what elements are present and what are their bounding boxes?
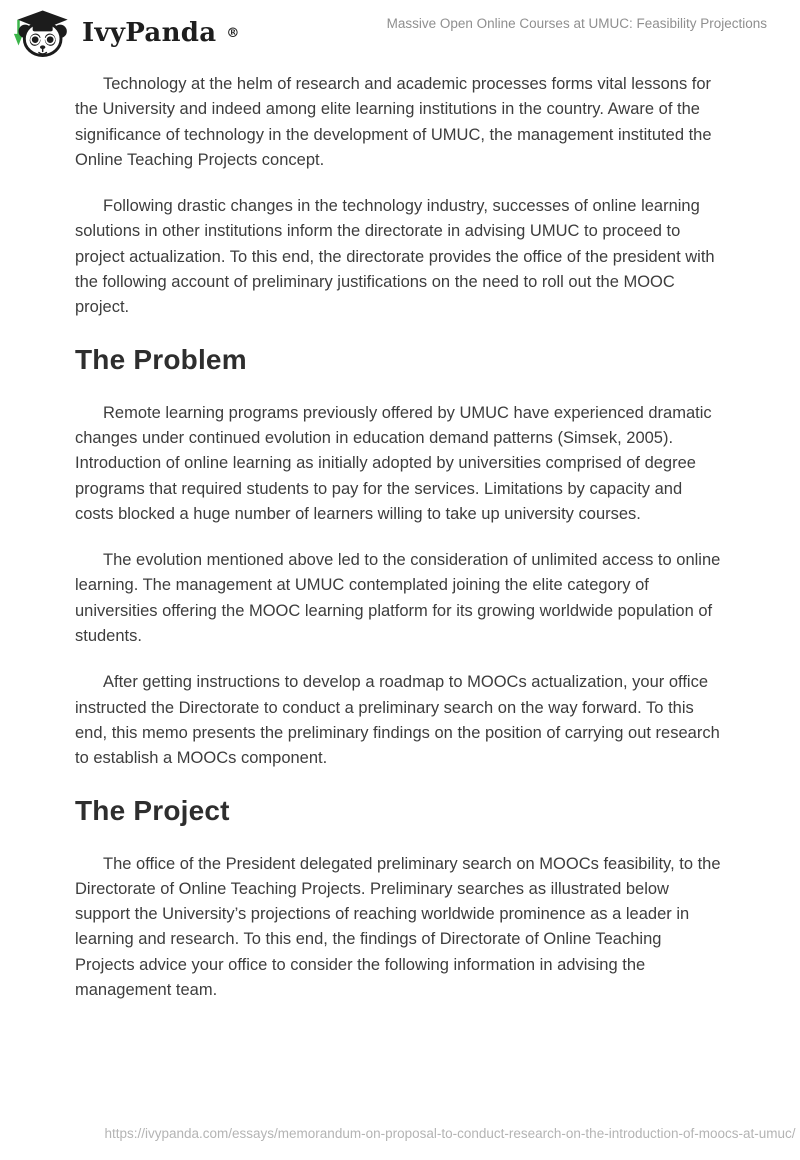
source-url[interactable]: https://ivypanda.com/essays/memorandum-on-proposal-to-conduct-research-on-the-introduction-of-moocs-at-umuc/ (104, 1126, 796, 1141)
brand-name: IvyPanda (82, 18, 217, 48)
paragraph-problem-2: The evolution mentioned above led to the consideration of unlimited access to online learning. The management at UMUC contemplated joining the elite category of universities offering the MOOC learning platform for its growing worldwide population of students. (75, 551, 721, 646)
panda-graduation-cap-icon (10, 8, 72, 58)
paragraph-intro-2: Following drastic changes in the technology industry, successes of online learning solutions in other institutions inform the directorate in advising UMUC to proceed to project actualization. To this end, the directorate provides the office of the president with the following account of preliminary justifications on the need to roll out the MOOC project. (75, 197, 715, 317)
paragraph-intro-1: Technology at the helm of research and academic processes forms vital lessons for the University and indeed among elite learning institutions in the country. Aware of the significance of technology in the development of UMUC, the management instituted the Online Teaching Projects concept. (75, 75, 712, 169)
section-heading-the-problem: The Problem (75, 343, 247, 375)
essay-body (0, 64, 800, 1003)
document-title: Massive Open Online Courses at UMUC: Feasibility Projections (386, 16, 767, 31)
paragraph-problem-1: Remote learning programs previously offered by UMUC have experienced dramatic changes under continued evolution in education demand patterns (Simsek, 2005). Introduction of online learning as initially adopted by universities comprised of degree programs that required students to pay for the services. Limitations by capacity and costs blocked a huge number of learners willing to take up university courses. (75, 403, 712, 523)
registered-trademark-symbol: ® (226, 25, 240, 41)
paragraph-project-1: The office of the President delegated preliminary search on MOOCs feasibility, to the Directorate of Online Teaching Projects. Preliminary searches as illustrated below support the University’s projections of reaching worldwide prominence as a leader in learning and research. To this end, the findings of Directorate of Online Teaching Projects advice your office to consider the following information in advising the management team. (75, 854, 721, 1000)
section-heading-the-project: The Project (75, 794, 230, 826)
ivypanda-logo[interactable] (10, 8, 239, 58)
paragraph-problem-3: After getting instructions to develop a roadmap to MOOCs actualization, your office instructed the Directorate to conduct a preliminary search on the way forward. To this end, this memo presents the preliminary findings on the position of carrying out research to establish a MOOCs component. (75, 673, 720, 768)
page-header (0, 0, 800, 64)
